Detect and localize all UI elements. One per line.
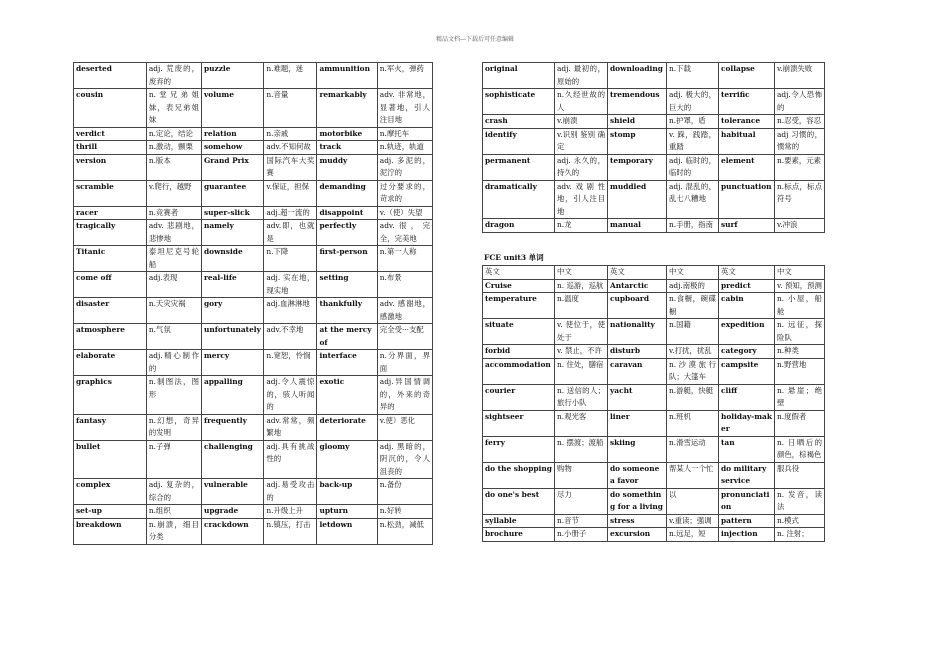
- chinese-meaning-cell: 完全受···支配: [377, 324, 432, 350]
- table-row: [74, 440, 433, 479]
- chinese-meaning-cell: 尽力: [555, 488, 608, 514]
- table-row: [74, 298, 433, 324]
- english-word-cell: stress: [608, 514, 667, 528]
- table-row: [74, 246, 433, 272]
- english-word-cell: interface: [317, 350, 377, 376]
- chinese-meaning-cell: n. 悬崖；绝壁: [775, 384, 825, 410]
- english-word-cell: skiing: [608, 436, 667, 462]
- chinese-meaning-cell: 以: [667, 488, 719, 514]
- english-word-cell: do military service: [719, 462, 775, 488]
- english-word-cell: upturn: [317, 505, 377, 519]
- chinese-meaning-cell: n. 日晒后的颜色，棕褐色: [775, 436, 825, 462]
- english-word-cell: real-life: [201, 272, 263, 298]
- english-word-cell: temperature: [483, 293, 555, 319]
- chinese-meaning-cell: n.轨迹，轨道: [377, 141, 432, 155]
- header-cell: 中文: [667, 266, 719, 280]
- chinese-meaning-cell: v. 使位于，使处于: [555, 319, 608, 345]
- english-word-cell: situate: [483, 319, 555, 345]
- chinese-meaning-cell: n.幻想，奇异的发明: [146, 414, 201, 440]
- english-word-cell: first-person: [317, 246, 377, 272]
- chinese-meaning-cell: n. 住处，膳宿: [555, 358, 608, 384]
- chinese-meaning-cell: adj.血淋淋地: [264, 298, 317, 324]
- english-word-cell: terrific: [719, 89, 775, 115]
- chinese-meaning-cell: 帮某人一个忙: [667, 462, 719, 488]
- english-word-cell: tragically: [74, 220, 147, 246]
- chinese-meaning-cell: n.下载: [667, 63, 719, 89]
- table-row: [483, 410, 825, 436]
- chinese-meaning-cell: adv.不知何故: [264, 141, 317, 155]
- english-word-cell: shield: [608, 115, 667, 129]
- chinese-meaning-cell: n.忍受，容忍: [775, 115, 825, 129]
- chinese-meaning-cell: adj. 实在地，现实地: [264, 272, 317, 298]
- chinese-meaning-cell: n.温度: [555, 293, 608, 319]
- english-word-cell: bullet: [74, 440, 147, 479]
- chinese-meaning-cell: n.国籍: [667, 319, 719, 345]
- chinese-meaning-cell: n.种类: [775, 345, 825, 359]
- english-word-cell: crackdown: [201, 518, 263, 544]
- english-word-cell: fantasy: [74, 414, 147, 440]
- table-row: [483, 128, 825, 154]
- chinese-meaning-cell: v.识别 鉴别 确定: [555, 128, 608, 154]
- chinese-meaning-cell: n.子弹: [146, 440, 201, 479]
- english-word-cell: perfectly: [317, 220, 377, 246]
- english-word-cell: somehow: [201, 141, 263, 155]
- english-word-cell: do one's best: [483, 488, 555, 514]
- english-word-cell: tan: [719, 436, 775, 462]
- table-row: [74, 63, 433, 89]
- chinese-meaning-cell: adj. 最初的，原始的: [555, 63, 608, 89]
- english-word-cell: motorbike: [317, 127, 377, 141]
- vocab-table-unit3: [482, 265, 825, 542]
- chinese-meaning-cell: n.观光客: [555, 410, 608, 436]
- chinese-meaning-cell: adj. 黑暗的，阴沉的，令人沮丧的: [377, 440, 432, 479]
- english-word-cell: Antarctic: [608, 279, 667, 293]
- chinese-meaning-cell: adj.精心制作的: [146, 350, 201, 376]
- english-word-cell: unfortunately: [201, 324, 263, 350]
- english-word-cell: puzzle: [201, 63, 263, 89]
- chinese-meaning-cell: n.宽恕，怜悯: [264, 350, 317, 376]
- english-word-cell: relation: [201, 127, 263, 141]
- english-word-cell: disappoint: [317, 206, 377, 220]
- chinese-meaning-cell: adj. 混乱的，乱七八糟地: [667, 180, 719, 219]
- header-cell: 英文: [608, 266, 667, 280]
- chinese-meaning-cell: n.度假者: [775, 410, 825, 436]
- english-word-cell: graphics: [74, 376, 147, 415]
- chinese-meaning-cell: adj. 多泥的，泥泞的: [377, 154, 432, 180]
- english-word-cell: challenging: [201, 440, 263, 479]
- english-word-cell: frequently: [201, 414, 263, 440]
- chinese-meaning-cell: n.堂兄弟姐妹，表兄弟姐妹: [146, 89, 201, 128]
- english-word-cell: Cruise: [483, 279, 555, 293]
- english-word-cell: brochure: [483, 528, 555, 542]
- chinese-meaning-cell: adv.不幸地: [264, 324, 317, 350]
- table-row: [74, 324, 433, 350]
- english-word-cell: exotic: [317, 376, 377, 415]
- english-word-cell: appalling: [201, 376, 263, 415]
- english-word-cell: namely: [201, 220, 263, 246]
- english-word-cell: collapse: [719, 63, 775, 89]
- chinese-meaning-cell: 购物: [555, 462, 608, 488]
- english-word-cell: original: [483, 63, 555, 89]
- chinese-meaning-cell: n.松劲，减低: [377, 518, 432, 544]
- english-word-cell: gory: [201, 298, 263, 324]
- chinese-meaning-cell: adv. 感谢地，感激地: [377, 298, 432, 324]
- chinese-meaning-cell: adj. 临时的，临时的: [667, 154, 719, 180]
- english-word-cell: sophisticate: [483, 89, 555, 115]
- table-row: [483, 436, 825, 462]
- chinese-meaning-cell: 服兵役: [775, 462, 825, 488]
- english-word-cell: courier: [483, 384, 555, 410]
- table-row: [483, 462, 825, 488]
- chinese-meaning-cell: n.游艇，快艇: [667, 384, 719, 410]
- table-row: [483, 115, 825, 129]
- chinese-meaning-cell: n.音节: [555, 514, 608, 528]
- english-word-cell: category: [719, 345, 775, 359]
- english-word-cell: manual: [608, 219, 667, 233]
- english-word-cell: crash: [483, 115, 555, 129]
- table-row: [74, 154, 433, 180]
- english-word-cell: punctuation: [719, 180, 775, 219]
- chinese-meaning-cell: n.升级上升: [264, 505, 317, 519]
- chinese-meaning-cell: n.布景: [377, 272, 432, 298]
- chinese-meaning-cell: adv.常常，频繁地: [264, 414, 317, 440]
- english-word-cell: atmosphere: [74, 324, 147, 350]
- english-word-cell: caravan: [608, 358, 667, 384]
- english-word-cell: do something for a living: [608, 488, 667, 514]
- english-word-cell: guarantee: [201, 180, 263, 206]
- table-row: [483, 528, 825, 542]
- english-word-cell: sightseer: [483, 410, 555, 436]
- english-word-cell: disaster: [74, 298, 147, 324]
- english-word-cell: deteriorate: [317, 414, 377, 440]
- english-word-cell: injection: [719, 528, 775, 542]
- chinese-meaning-cell: adj.超一流的: [264, 206, 317, 220]
- chinese-meaning-cell: n. 巡游，巡航: [555, 279, 608, 293]
- chinese-meaning-cell: adj.具有挑战性的: [264, 440, 317, 479]
- english-word-cell: version: [74, 154, 147, 180]
- table-row: [483, 154, 825, 180]
- table-row: [74, 127, 433, 141]
- table-row: [74, 141, 433, 155]
- english-word-cell: downside: [201, 246, 263, 272]
- chinese-meaning-cell: n.标点，标点符号: [775, 180, 825, 219]
- chinese-meaning-cell: n. 发音，读法: [775, 488, 825, 514]
- table-row: [483, 180, 825, 219]
- chinese-meaning-cell: adj. 永久的，持久的: [555, 154, 608, 180]
- table-row: [74, 180, 433, 206]
- chinese-meaning-cell: adv. 非常地，显著地，引人注目地: [377, 89, 432, 128]
- english-word-cell: super-slick: [201, 206, 263, 220]
- chinese-meaning-cell: v.保证，担保: [264, 180, 317, 206]
- table-row: [74, 272, 433, 298]
- chinese-meaning-cell: n.分界面，界面: [377, 350, 432, 376]
- chinese-meaning-cell: n.激动，颤栗: [146, 141, 201, 155]
- table-row: [74, 220, 433, 246]
- english-word-cell: gloomy: [317, 440, 377, 479]
- chinese-meaning-cell: n.食橱，碗碟橱: [667, 293, 719, 319]
- english-word-cell: permanent: [483, 154, 555, 180]
- english-word-cell: deserted: [74, 63, 147, 89]
- section-title: FCE unit3 单词: [484, 253, 544, 262]
- chinese-meaning-cell: n.下降: [264, 246, 317, 272]
- english-word-cell: do the shopping: [483, 462, 555, 488]
- english-word-cell: predict: [719, 279, 775, 293]
- chinese-meaning-cell: adj.表现: [146, 272, 201, 298]
- english-word-cell: racer: [74, 206, 147, 220]
- chinese-meaning-cell: 泰坦尼克号轮船: [146, 246, 201, 272]
- english-word-cell: complex: [74, 479, 147, 505]
- english-word-cell: disturb: [608, 345, 667, 359]
- english-word-cell: come off: [74, 272, 147, 298]
- chinese-meaning-cell: adj. 极大的，巨大的: [667, 89, 719, 115]
- table-row: [483, 345, 825, 359]
- chinese-meaning-cell: adv.很，完全，完美地: [377, 220, 432, 246]
- table-row: [74, 376, 433, 415]
- table-row: [483, 358, 825, 384]
- english-word-cell: volume: [201, 89, 263, 128]
- chinese-meaning-cell: n. 送信的人；旅行小队: [555, 384, 608, 410]
- english-word-cell: thankfully: [317, 298, 377, 324]
- english-word-cell: excursion: [608, 528, 667, 542]
- english-word-cell: back-up: [317, 479, 377, 505]
- table-row: [483, 279, 825, 293]
- english-word-cell: dramatically: [483, 180, 555, 219]
- table-row: [74, 206, 433, 220]
- header-cell: 中文: [775, 266, 825, 280]
- chinese-meaning-cell: v.（使）失望: [377, 206, 432, 220]
- table-row: [74, 505, 433, 519]
- english-word-cell: syllable: [483, 514, 555, 528]
- chinese-meaning-cell: n.久经世故的人: [555, 89, 608, 115]
- chinese-meaning-cell: n.军火，弹药: [377, 63, 432, 89]
- chinese-meaning-cell: n.小册子: [555, 528, 608, 542]
- chinese-meaning-cell: n.版本: [146, 154, 201, 180]
- chinese-meaning-cell: n.手册，指南: [667, 219, 719, 233]
- english-word-cell: tremendous: [608, 89, 667, 115]
- english-word-cell: dragon: [483, 219, 555, 233]
- english-word-cell: scramble: [74, 180, 147, 206]
- table-row: [483, 63, 825, 89]
- english-word-cell: holiday-maker: [719, 410, 775, 436]
- chinese-meaning-cell: n.音量: [264, 89, 317, 128]
- chinese-meaning-cell: n.要素，元素: [775, 154, 825, 180]
- chinese-meaning-cell: adv. 悲剧地，悲惨地: [146, 220, 201, 246]
- chinese-meaning-cell: n. 小屋，船舱: [775, 293, 825, 319]
- table-row: [74, 89, 433, 128]
- chinese-meaning-cell: adj. 复杂的，综合的: [146, 479, 201, 505]
- english-word-cell: pattern: [719, 514, 775, 528]
- english-word-cell: habitual: [719, 128, 775, 154]
- english-word-cell: cliff: [719, 384, 775, 410]
- table-row: [74, 414, 433, 440]
- chinese-meaning-cell: n. 远征，探险队: [775, 319, 825, 345]
- english-word-cell: demanding: [317, 180, 377, 206]
- table-row: [483, 219, 825, 233]
- header-cell: 英文: [483, 266, 555, 280]
- table-row: [483, 293, 825, 319]
- chinese-meaning-cell: n.护罩，盾: [667, 115, 719, 129]
- english-word-cell: cupboard: [608, 293, 667, 319]
- english-word-cell: track: [317, 141, 377, 155]
- chinese-meaning-cell: n. 注射；: [775, 528, 825, 542]
- english-word-cell: surf: [719, 219, 775, 233]
- chinese-meaning-cell: adj 习惯的，惯常的: [775, 128, 825, 154]
- chinese-meaning-cell: adv.戏剧性地，引人注目地: [555, 180, 608, 219]
- chinese-meaning-cell: 过分要求的，苛求的: [377, 180, 432, 206]
- header-cell: 中文: [555, 266, 608, 280]
- chinese-meaning-cell: n.好转: [377, 505, 432, 519]
- chinese-meaning-cell: adj.异国情调的，外来的奇异的: [377, 376, 432, 415]
- chinese-meaning-cell: n.镇压，打击: [264, 518, 317, 544]
- chinese-meaning-cell: adj.易受攻击的: [264, 479, 317, 505]
- chinese-meaning-cell: v.冲浪: [775, 219, 825, 233]
- english-word-cell: stomp: [608, 128, 667, 154]
- english-word-cell: remarkably: [317, 89, 377, 128]
- english-word-cell: accommodation: [483, 358, 555, 384]
- chinese-meaning-cell: n.崩溃，细目分类: [146, 518, 201, 544]
- chinese-meaning-cell: n.组织: [146, 505, 201, 519]
- english-word-cell: element: [719, 154, 775, 180]
- english-word-cell: muddled: [608, 180, 667, 219]
- english-word-cell: thrill: [74, 141, 147, 155]
- english-word-cell: ammunition: [317, 63, 377, 89]
- chinese-meaning-cell: v.打扰，扰乱: [667, 345, 719, 359]
- chinese-meaning-cell: v. 预知，预测: [775, 279, 825, 293]
- english-word-cell: nationality: [608, 319, 667, 345]
- chinese-meaning-cell: adj.令人恐怖的: [775, 89, 825, 115]
- english-word-cell: upgrade: [201, 505, 263, 519]
- english-word-cell: liner: [608, 410, 667, 436]
- chinese-meaning-cell: n.定论，结论: [146, 127, 201, 141]
- chinese-meaning-cell: v.崩溃失败: [775, 63, 825, 89]
- english-word-cell: tolerance: [719, 115, 775, 129]
- chinese-meaning-cell: n.备份: [377, 479, 432, 505]
- chinese-meaning-cell: adj.南极的: [667, 279, 719, 293]
- table-row: [74, 479, 433, 505]
- chinese-meaning-cell: v.爬行，越野: [146, 180, 201, 206]
- chinese-meaning-cell: v. 禁止，不许: [555, 345, 608, 359]
- english-word-cell: campsite: [719, 358, 775, 384]
- table-row: [74, 350, 433, 376]
- chinese-meaning-cell: v. 跺，践踏，重踏: [667, 128, 719, 154]
- header-cell: 英文: [719, 266, 775, 280]
- english-word-cell: mercy: [201, 350, 263, 376]
- chinese-meaning-cell: n.竞赛者: [146, 206, 201, 220]
- english-word-cell: letdown: [317, 518, 377, 544]
- chinese-meaning-cell: v.重读；强调: [667, 514, 719, 528]
- table-row: [483, 319, 825, 345]
- english-word-cell: Grand Prix: [201, 154, 263, 180]
- english-word-cell: set-up: [74, 505, 147, 519]
- table-header-row: [483, 266, 825, 280]
- vocab-table-left: [73, 62, 433, 545]
- english-word-cell: yacht: [608, 384, 667, 410]
- chinese-meaning-cell: n.远足，短: [667, 528, 719, 542]
- chinese-meaning-cell: n.亲戚: [264, 127, 317, 141]
- chinese-meaning-cell: adj. 荒废的，废弃的: [146, 63, 201, 89]
- chinese-meaning-cell: n.天灾灾祸: [146, 298, 201, 324]
- chinese-meaning-cell: n.摩托车: [377, 127, 432, 141]
- english-word-cell: vulnerable: [201, 479, 263, 505]
- chinese-meaning-cell: n.气氛: [146, 324, 201, 350]
- chinese-meaning-cell: n.第一人称: [377, 246, 432, 272]
- english-word-cell: identify: [483, 128, 555, 154]
- english-word-cell: do someone a favor: [608, 462, 667, 488]
- chinese-meaning-cell: n.班机: [667, 410, 719, 436]
- english-word-cell: elaborate: [74, 350, 147, 376]
- english-word-cell: expedition: [719, 319, 775, 345]
- english-word-cell: temporary: [608, 154, 667, 180]
- chinese-meaning-cell: adv.即，也就是: [264, 220, 317, 246]
- chinese-meaning-cell: n.龙: [555, 219, 608, 233]
- table-row: [483, 384, 825, 410]
- chinese-meaning-cell: n.野营地: [775, 358, 825, 384]
- english-word-cell: forbid: [483, 345, 555, 359]
- chinese-meaning-cell: 国际汽车大奖赛: [264, 154, 317, 180]
- vocab-table-right: [482, 62, 825, 233]
- english-word-cell: pronunciation: [719, 488, 775, 514]
- english-word-cell: cousin: [74, 89, 147, 128]
- chinese-meaning-cell: n.沙漠旅行队；大篷车: [667, 358, 719, 384]
- chinese-meaning-cell: adj.令人震惊的，骇人听闻的: [264, 376, 317, 415]
- table-row: [483, 89, 825, 115]
- chinese-meaning-cell: n.滑雪运动: [667, 436, 719, 462]
- english-word-cell: setting: [317, 272, 377, 298]
- english-word-cell: Titanic: [74, 246, 147, 272]
- chinese-meaning-cell: v.崩溃: [555, 115, 608, 129]
- chinese-meaning-cell: v.使）恶化: [377, 414, 432, 440]
- chinese-meaning-cell: n. 摆渡；渡船: [555, 436, 608, 462]
- chinese-meaning-cell: n.模式: [775, 514, 825, 528]
- english-word-cell: ferry: [483, 436, 555, 462]
- english-word-cell: downloading: [608, 63, 667, 89]
- english-word-cell: breakdown: [74, 518, 147, 544]
- english-word-cell: at the mercy of: [317, 324, 377, 350]
- chinese-meaning-cell: n.制图法，图形: [146, 376, 201, 415]
- page-header: 精品文档---下载后可任意编辑: [435, 36, 515, 43]
- table-row: [483, 488, 825, 514]
- english-word-cell: verdict: [74, 127, 147, 141]
- table-row: [74, 518, 433, 544]
- english-word-cell: cabin: [719, 293, 775, 319]
- table-row: [483, 514, 825, 528]
- english-word-cell: muddy: [317, 154, 377, 180]
- chinese-meaning-cell: n.难题，迷: [264, 63, 317, 89]
